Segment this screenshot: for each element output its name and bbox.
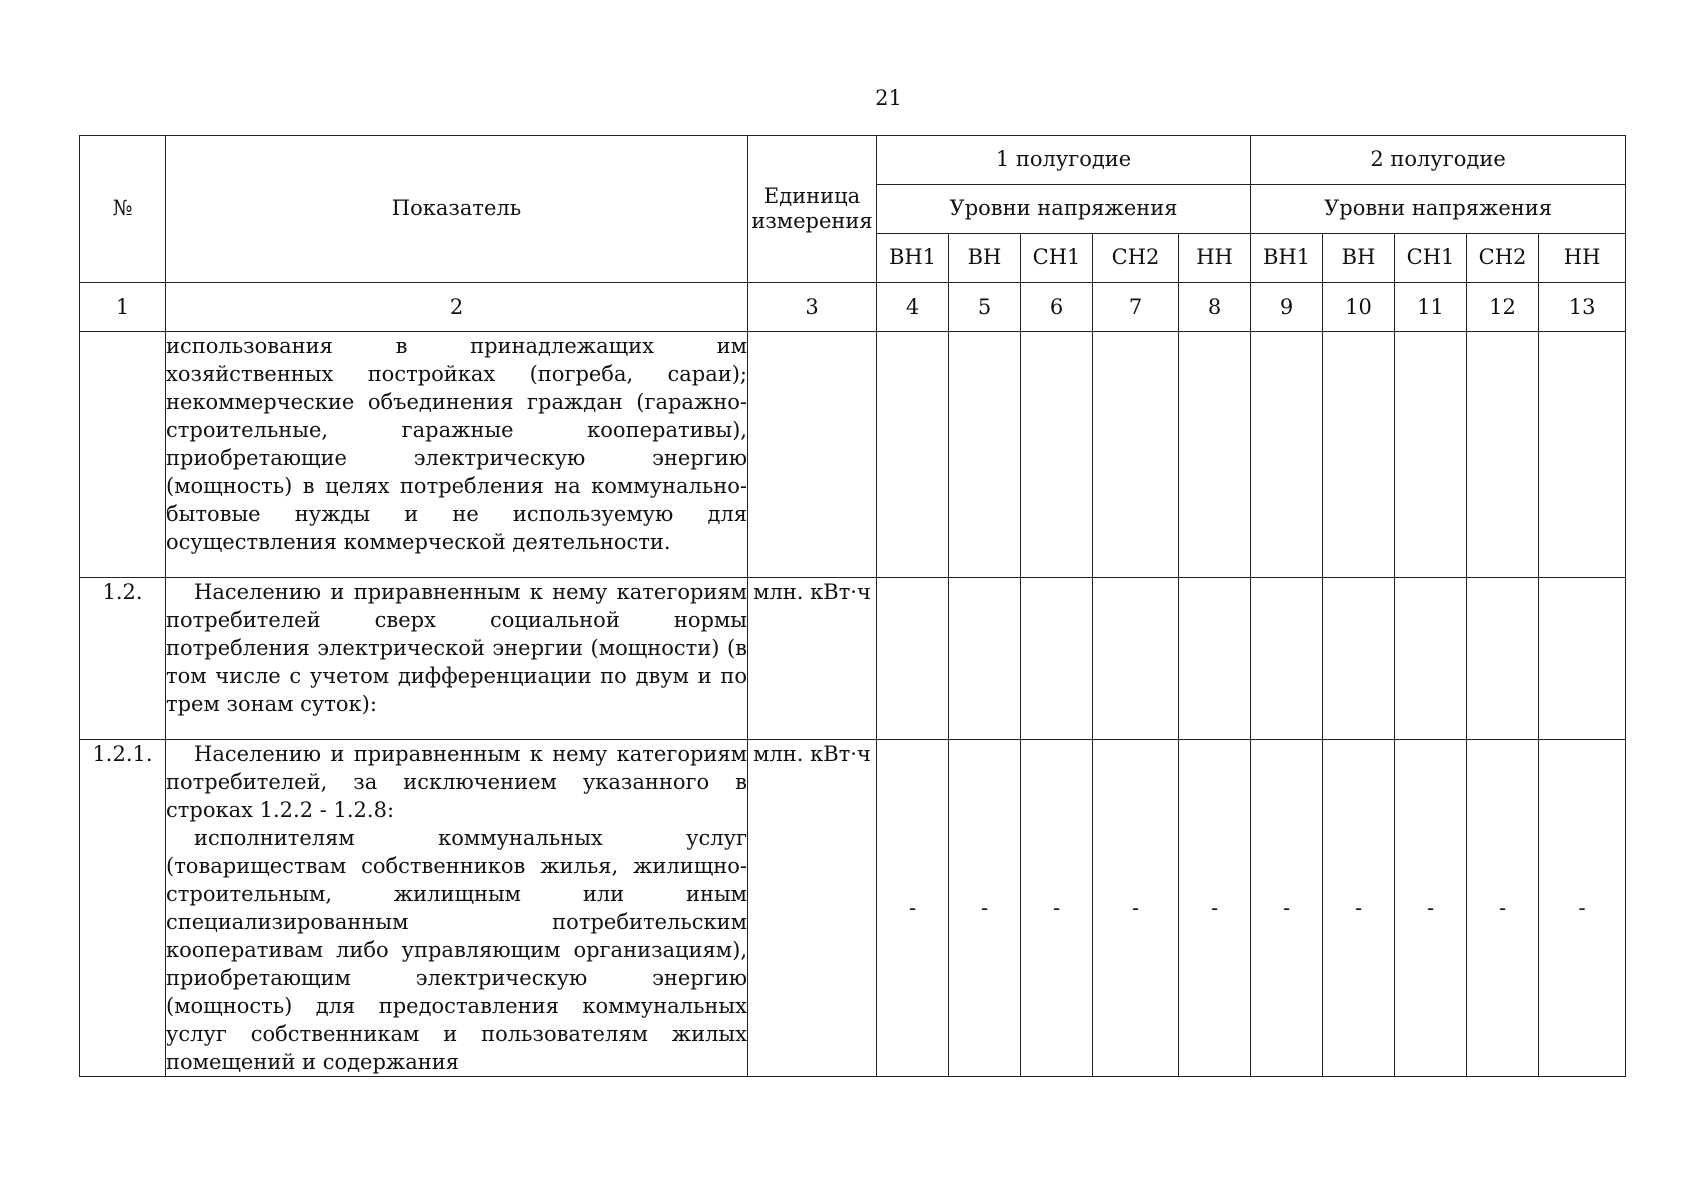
row-number: 1.2.1. <box>80 740 166 1077</box>
row-value: - <box>1467 740 1539 1077</box>
row-value: - <box>1539 740 1626 1077</box>
column-number: 2 <box>166 283 748 332</box>
header-half2: 2 полугодие <box>1251 136 1626 185</box>
header-level: СН1 <box>1021 234 1093 283</box>
header-level: ВН <box>949 234 1021 283</box>
row-number: 1.2. <box>80 578 166 740</box>
row-value: - <box>1021 740 1093 1077</box>
header-no: № <box>80 136 166 283</box>
row-value <box>1395 578 1467 740</box>
header-level: ВН1 <box>1251 234 1323 283</box>
header-voltage-levels-2: Уровни напряжения <box>1251 185 1626 234</box>
row-value: - <box>1251 740 1323 1077</box>
column-number: 10 <box>1323 283 1395 332</box>
header-half1: 1 полугодие <box>877 136 1251 185</box>
header-voltage-levels-1: Уровни напряжения <box>877 185 1251 234</box>
row-value <box>1467 332 1539 578</box>
row-value <box>1467 578 1539 740</box>
header-unit-line1: Единица <box>763 183 861 208</box>
header-level: СН2 <box>1467 234 1539 283</box>
row-value <box>1251 332 1323 578</box>
row-value <box>1021 332 1093 578</box>
row-value: - <box>949 740 1021 1077</box>
column-number: 12 <box>1467 283 1539 332</box>
row-value <box>1093 578 1179 740</box>
row-value: - <box>1093 740 1179 1077</box>
row-paragraph: Населению и приравненным к нему категориям потребителей, за исключением указанного в строках 1.2.2 - 1.2.8: <box>166 742 747 822</box>
table-body <box>80 283 1626 1077</box>
row-paragraph: Населению и приравненным к нему категориям потребителей сверх социальной нормы потребления электрической энергии (мощности) (в том числе с учетом дифференциации по двум и по трем зонам суток): <box>166 580 747 716</box>
header-unit <box>748 136 877 283</box>
row-indicator <box>166 578 748 740</box>
row-value <box>1021 578 1093 740</box>
column-number: 3 <box>748 283 877 332</box>
header-level: НН <box>1539 234 1626 283</box>
header-row-1 <box>80 136 1626 185</box>
row-value: - <box>877 740 949 1077</box>
column-number: 13 <box>1539 283 1626 332</box>
row-paragraph: исполнителям коммунальных услуг (товариществам собственников жилья, жилищно-строительным, жилищным или иным специализированным потребительским кооперативам либо управляющим организациям), приобретающим электрическую энергию (мощность) для предоставления коммунальных услуг собственникам и пользователям жилых помещений и содержания <box>166 826 747 1074</box>
row-value <box>1251 578 1323 740</box>
header-unit-line2: измерения <box>751 209 873 233</box>
table-row <box>80 332 1626 578</box>
table-row <box>80 578 1626 740</box>
row-unit: млн. кВт·ч <box>748 740 877 1077</box>
row-unit <box>748 332 877 578</box>
row-value <box>949 332 1021 578</box>
column-number: 5 <box>949 283 1021 332</box>
table-header <box>80 136 1626 283</box>
row-value: - <box>1323 740 1395 1077</box>
tariff-table <box>79 135 1626 1077</box>
row-value <box>1179 578 1251 740</box>
header-level: НН <box>1179 234 1251 283</box>
row-indicator <box>166 740 748 1077</box>
row-paragraph: использования в принадлежащих им хозяйственных постройках (погреба, сараи); некоммерческие объединения граждан (гаражно-строительные, гаражные кооперативы), приобретающие электрическую энергию (мощность) в целях потребления на коммунально-бытовые нужды и не используемую для осуществления коммерческой деятельности. <box>166 334 747 554</box>
row-value <box>949 578 1021 740</box>
row-value <box>1323 578 1395 740</box>
row-number <box>80 332 166 578</box>
row-value <box>877 578 949 740</box>
row-value <box>1093 332 1179 578</box>
row-indicator <box>166 332 748 578</box>
column-number: 8 <box>1179 283 1251 332</box>
row-value: - <box>1179 740 1251 1077</box>
row-value <box>1323 332 1395 578</box>
column-number: 4 <box>877 283 949 332</box>
header-level: СН2 <box>1093 234 1179 283</box>
column-number: 1 <box>80 283 166 332</box>
column-number: 11 <box>1395 283 1467 332</box>
row-value: - <box>1395 740 1467 1077</box>
header-level: ВН <box>1323 234 1395 283</box>
row-value <box>877 332 949 578</box>
column-number: 7 <box>1093 283 1179 332</box>
row-value <box>1539 332 1626 578</box>
table-row <box>80 740 1626 1077</box>
column-number: 6 <box>1021 283 1093 332</box>
column-number-row <box>80 283 1626 332</box>
header-indicator: Показатель <box>166 136 748 283</box>
page-number: 21 <box>875 86 902 110</box>
header-level: ВН1 <box>877 234 949 283</box>
row-value <box>1395 332 1467 578</box>
row-value <box>1179 332 1251 578</box>
row-unit: млн. кВт·ч <box>748 578 877 740</box>
header-level: СН1 <box>1395 234 1467 283</box>
column-number: 9 <box>1251 283 1323 332</box>
row-value <box>1539 578 1626 740</box>
